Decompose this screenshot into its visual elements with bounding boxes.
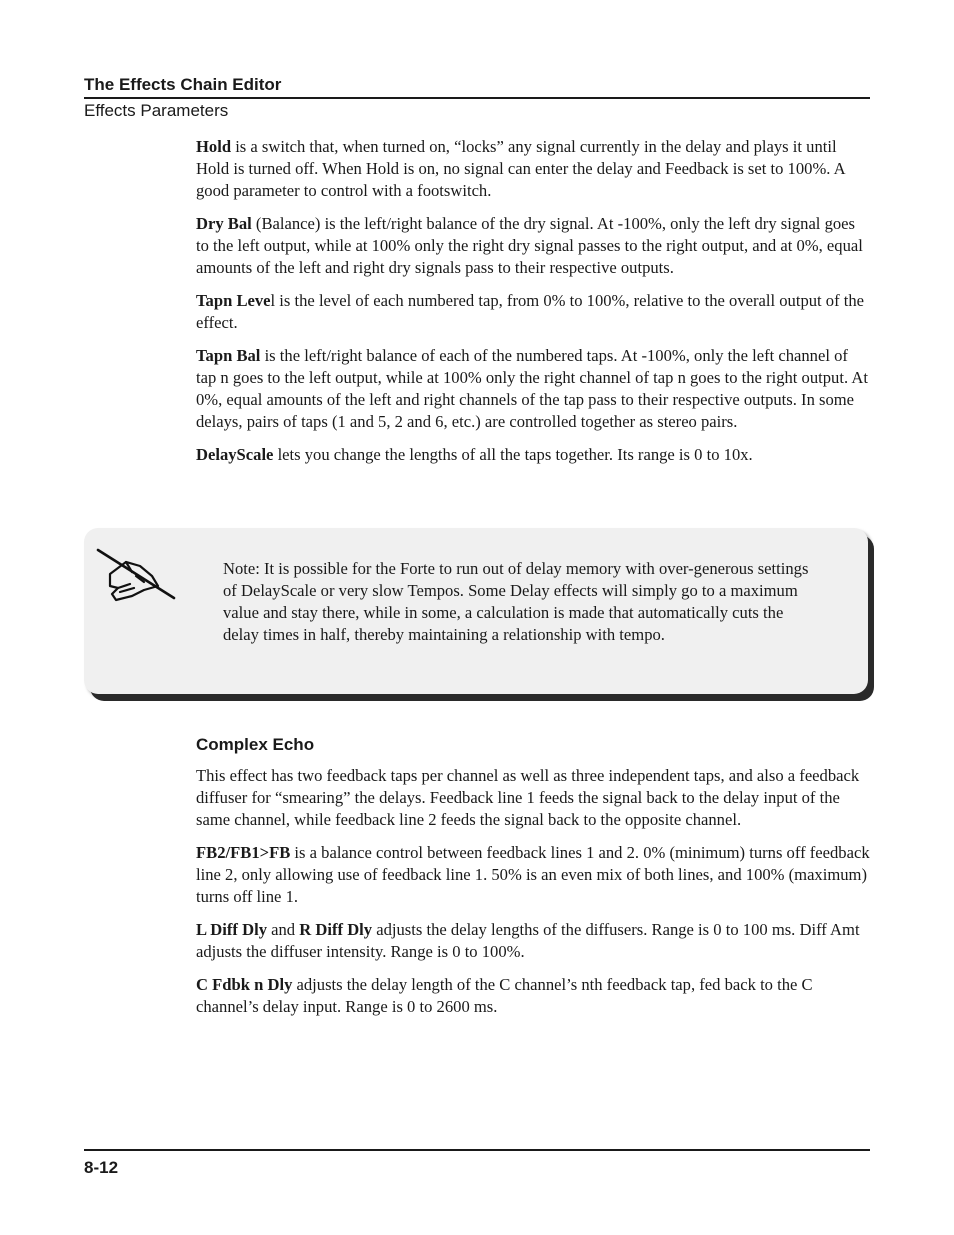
tapn-level-paragraph bbox=[196, 290, 872, 334]
note-callout bbox=[84, 528, 868, 694]
description: is a switch that, when turned on, “locks” any signal currently in the delay and plays it until Hold is turned off. When Hold is on, no signal can enter the delay and Feedback is set to 100%. A good parameter to control with a footswitch. bbox=[196, 137, 845, 200]
description: (Balance) is the left/right balance of the dry signal. At -100%, only the left dry signal goes to the left output, while at 100% only the right dry signal passes to the right output, and at 0%, equal amounts of the left and right dry signals pass to their respective outputs. bbox=[196, 214, 863, 277]
note-text: Note: It is possible for the Forte to run out of delay memory with over-generous settings of DelayScale or very slow Tempos. Some Delay effects will simply go to a maximum value and stay there, while in some, a calculation is made that automatically cuts the delay times in half, thereby maintaining a relationship with tempo. bbox=[223, 559, 809, 644]
c-fdbk-paragraph bbox=[196, 974, 872, 1018]
term: R Diff Dly bbox=[299, 920, 373, 939]
running-header-subtitle: Effects Parameters bbox=[84, 101, 229, 120]
term: FB2/FB1>FB bbox=[196, 843, 291, 862]
header-divider bbox=[84, 97, 870, 99]
conjunction: and bbox=[267, 920, 300, 939]
diffuser-paragraph bbox=[196, 919, 872, 963]
hold-paragraph bbox=[196, 136, 872, 202]
page-number: 8-12 bbox=[84, 1158, 119, 1177]
term: Tapn Leve bbox=[196, 291, 271, 310]
term: Tapn Bal bbox=[196, 346, 261, 365]
term: L Diff Dly bbox=[196, 920, 267, 939]
term: C Fdbk n Dly bbox=[196, 975, 293, 994]
complex-echo-descriptions bbox=[196, 765, 872, 1029]
tapn-bal-paragraph bbox=[196, 345, 872, 433]
delayscale-paragraph bbox=[196, 444, 872, 466]
section-heading: Complex Echo bbox=[196, 735, 315, 754]
description: is the left/right balance of each of the numbered taps. At -100%, only the left channel of tap n goes to the left output, while at 100% only the right channel of tap n goes to the right output. At 0%, equal amounts of the left and right channels of the tap pass to their respective outputs. In some delays, pairs of taps (1 and 5, 2 and 6, etc.) are controlled together as stereo pairs. bbox=[196, 346, 868, 431]
dry-bal-paragraph bbox=[196, 213, 872, 279]
term: Hold bbox=[196, 137, 232, 156]
footer-divider bbox=[84, 1149, 870, 1151]
description: adjusts the delay lengths of the diffusers. Range is 0 to 100 ms. Diff Amt adjusts the diffuser intensity. Range is 0 to 100%. bbox=[196, 920, 860, 961]
term: Dry Bal bbox=[196, 214, 252, 233]
description: is a balance control between feedback lines 1 and 2. 0% (minimum) turns off feedback line 2, only allowing use of feedback line 1. 50% is an even mix of both lines, and 100% (maximum) turns off line 1. bbox=[196, 843, 870, 906]
writing-hand-icon bbox=[96, 546, 180, 604]
description: adjusts the delay length of the C channel’s nth feedback tap, fed back to the C channel’s delay input. Range is 0 to 2600 ms. bbox=[196, 975, 813, 1016]
running-header-title: The Effects Chain Editor bbox=[84, 75, 282, 94]
term: DelayScale bbox=[196, 445, 274, 464]
description: lets you change the lengths of all the taps together. Its range is 0 to 10x. bbox=[273, 445, 753, 464]
parameter-descriptions bbox=[196, 136, 872, 477]
fb-balance-paragraph bbox=[196, 842, 872, 908]
intro-paragraph: This effect has two feedback taps per channel as well as three independent taps, and also a feedback diffuser for “smearing” the delays. Feedback line 1 feeds the signal back to the delay input of the same channel, while feedback line 2 feeds the signal back to the opposite channel. bbox=[196, 766, 860, 829]
description: l is the level of each numbered tap, from 0% to 100%, relative to the overall output of the effect. bbox=[196, 291, 865, 332]
